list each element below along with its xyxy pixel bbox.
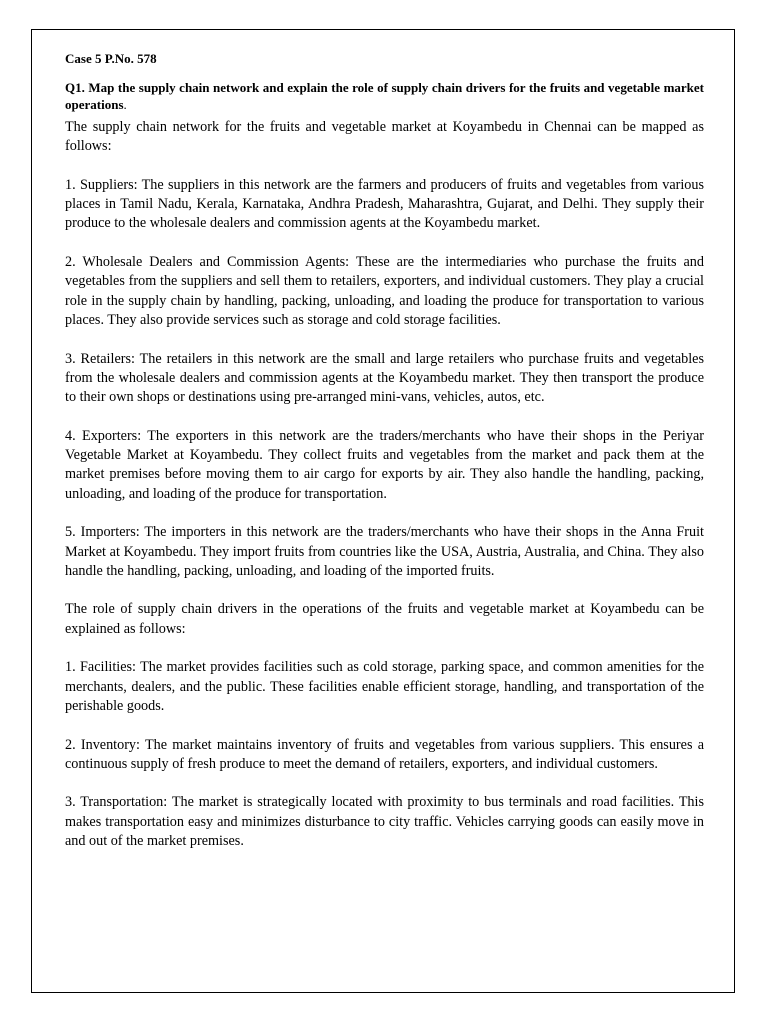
paragraph-suppliers: 1. Suppliers: The suppliers in this network are the farmers and producers of fruits and vegetables from various places in Tamil Nadu, Kerala, Karnataka, Andhra Pradesh, Maharashtra, Gujarat, and Delhi. They supply their produce to the wholesale dealers and commission agents at the Koyambedu market. <box>65 176 704 232</box>
intro-paragraph: The supply chain network for the fruits and vegetable market at Koyambedu in Chennai can be mapped as follows: <box>65 119 704 155</box>
paragraph-inventory: 2. Inventory: The market maintains inventory of fruits and vegetables from various suppliers. This ensures a continuous supply of fresh produce to meet the demand of retailers, exporters, and individual customers. <box>65 736 704 772</box>
paragraph-wholesale-dealers: 2. Wholesale Dealers and Commission Agents: These are the intermediaries who purchase the fruits and vegetables from the suppliers and sell them to retailers, exporters, and individual customers. They play a crucial role in the supply chain by handling, packing, unloading, and loading the produce for transportation to various places. They also provide services such as storage and cold storage facilities. <box>65 254 704 328</box>
paragraph-facilities: 1. Facilities: The market provides facilities such as cold storage, parking space, and common amenities for the merchants, dealers, and the public. These facilities enable efficient storage, handling, and transportation of the perishable goods. <box>65 659 704 714</box>
case-header: Case 5 P.No. 578 <box>65 51 157 66</box>
document-body <box>65 50 704 871</box>
paragraph-transportation: 3. Transportation: The market is strategically located with proximity to bus terminals and road facilities. This makes transportation easy and minimizes disturbance to city traffic. Vehicles carrying goods can easily move in and out of the market premises. <box>65 794 704 849</box>
paragraph-importers: 5. Importers: The importers in this network are the traders/merchants who have their shops in the Anna Fruit Market at Koyambedu. They import fruits from countries like the USA, Austria, Australia, and China. They also handle the handling, packing, unloading, and loading of the imported fruits. <box>65 524 704 579</box>
drivers-intro-paragraph: The role of supply chain drivers in the operations of the fruits and vegetable market at Koyambedu can be explained as follows: <box>65 601 704 637</box>
question-heading <box>65 79 704 113</box>
question-trailing-period: . <box>123 97 127 112</box>
paragraph-retailers: 3. Retailers: The retailers in this network are the small and large retailers who purchase fruits and vegetables from the wholesale dealers and commission agents at the Koyambedu market. They then transport the produce to their own shops or destinations using pre-arranged mini-vans, vehicles, autos, etc. <box>65 350 704 406</box>
question-text: Q1. Map the supply chain network and explain the role of supply chain drivers for the fruits and vegetable market operations <box>65 80 704 112</box>
paragraph-exporters: 4. Exporters: The exporters in this network are the traders/merchants who have their shops in the Periyar Vegetable Market at Koyambedu. They collect fruits and vegetables from the market and pack them at the market premises before moving them to air cargo for exports by air. They also handle the handling, packing, unloading, and loading of the produce for transportation. <box>65 427 704 502</box>
